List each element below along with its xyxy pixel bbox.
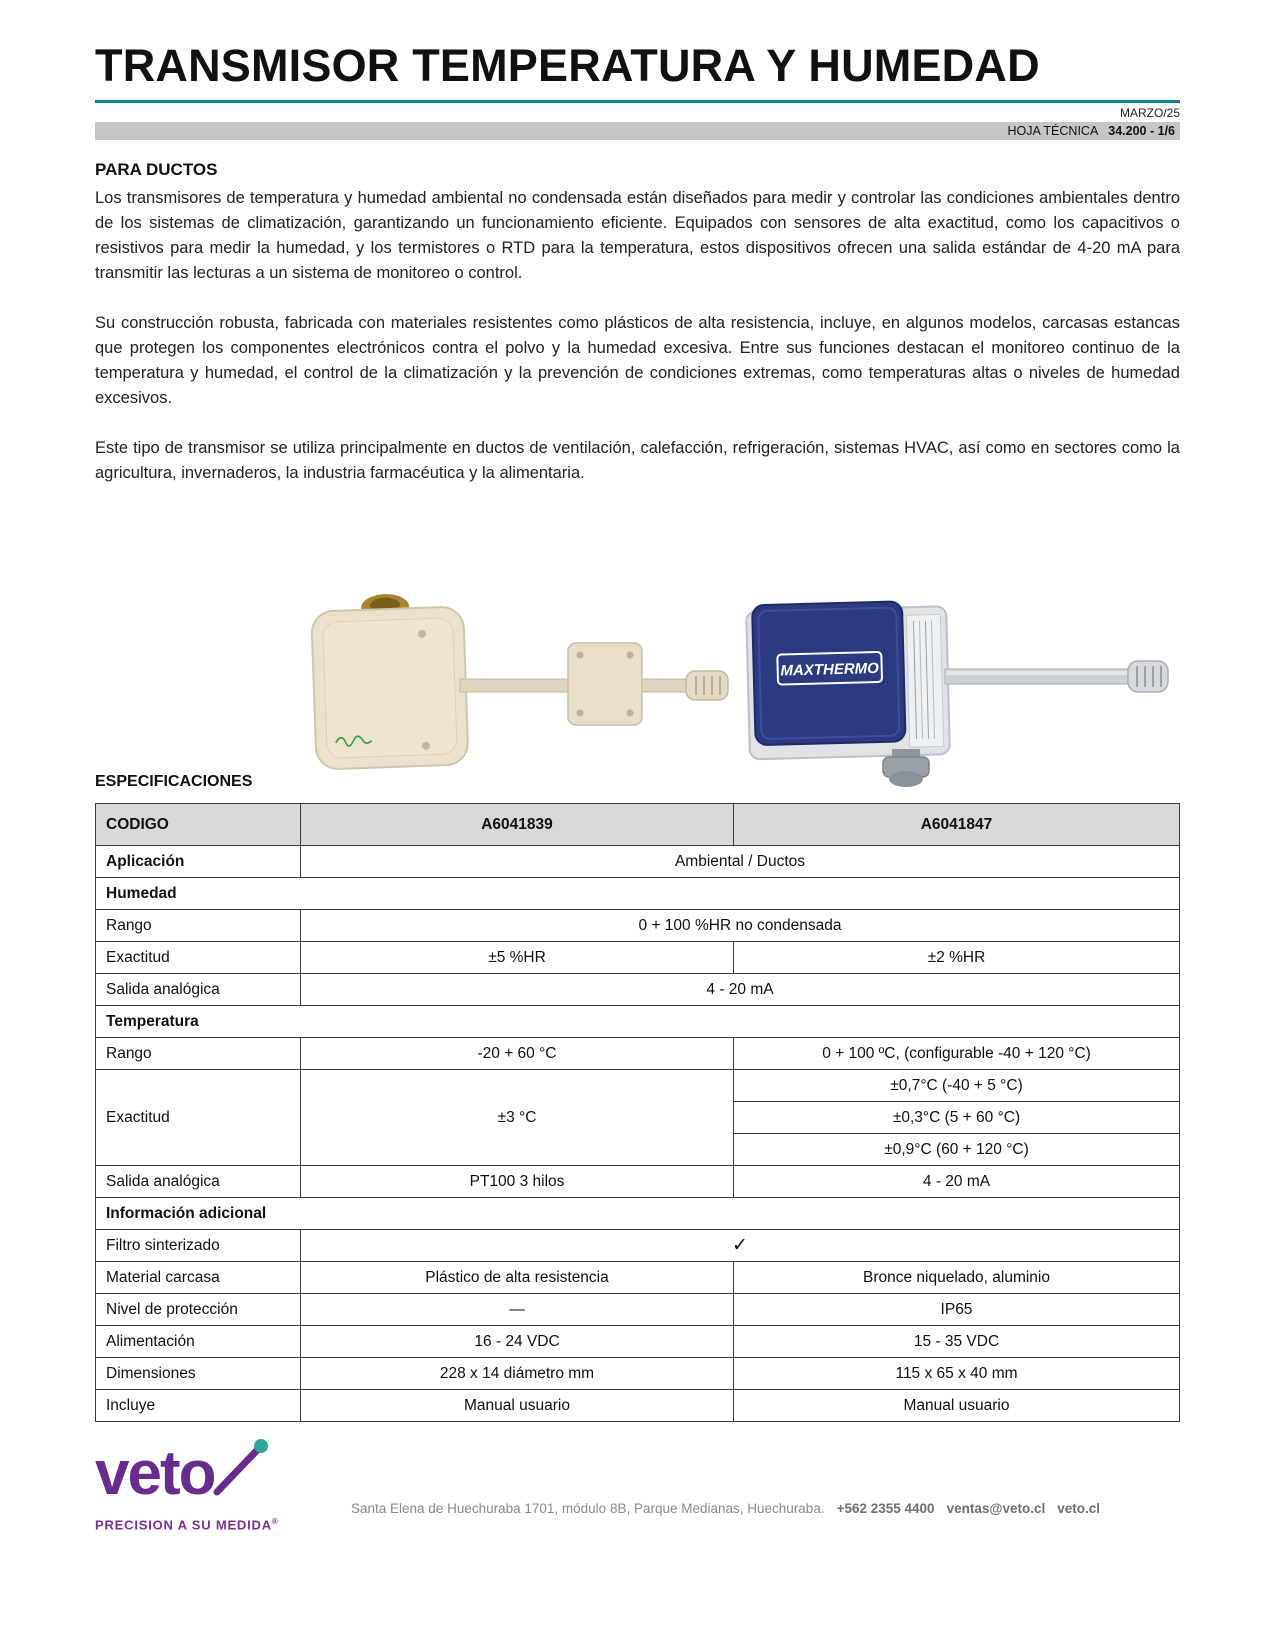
row-nivel-proteccion <box>96 1294 1180 1326</box>
section-row-humedad <box>96 878 1180 910</box>
doc-date: MARZO/25 <box>1119 106 1180 120</box>
cell-value-1: Manual usuario <box>301 1390 734 1422</box>
row-temp-exactitud <box>96 1070 1180 1102</box>
veto-logo <box>95 1438 295 1510</box>
cell-value: 4 - 20 mA <box>301 974 1180 1006</box>
intro-paragraph-2: Su construcción robusta, fabricada con materiales resistentes como plásticos de alta resistencia, incluye, en algunos modelos, carcasas estancas que protegen los componentes electrónicos contra el polvo y la humedad excesiva. Entre sus funciones destacan el monitoreo continuo de la temperatura y humedad, el control de la climatización y la prevención de condiciones extremas, como temperaturas altas o niveles de humedad excesivos. <box>95 314 1180 407</box>
doc-number: 34.200 - 1/6 <box>1108 124 1175 138</box>
duct-transmitter-maxthermo-image <box>740 591 1180 796</box>
page-title: TRANSMISOR TEMPERATURA Y HUMEDAD <box>95 40 1040 91</box>
cell-value: 0 + 100 %HR no condensada <box>301 910 1180 942</box>
cell-value-1: ±3 °C <box>301 1070 734 1166</box>
row-material-carcasa <box>96 1262 1180 1294</box>
section-title: Temperatura <box>96 1006 1180 1038</box>
cell-value-2: Manual usuario <box>734 1390 1180 1422</box>
intro-paragraph-3: Este tipo de transmisor se utiliza principalmente en ductos de ventilación, calefacción, refrigeración, sistemas HVAC, así como en sectores como la agricultura, invernaderos, la industria farmacéutica y la alimentaria. <box>95 439 1180 482</box>
footer-phone: +562 2355 4400 <box>836 1501 935 1517</box>
cell-label: Exactitud <box>96 942 301 974</box>
section-title: Humedad <box>96 878 1180 910</box>
cell-value-2b: ±0,3°C (5 + 60 °C) <box>734 1102 1180 1134</box>
spec-table <box>95 803 1180 1422</box>
cell-value-1: -20 + 60 °C <box>301 1038 734 1070</box>
doc-header <box>95 40 1180 140</box>
intro-section <box>95 160 1180 486</box>
cell-label: Dimensiones <box>96 1358 301 1390</box>
sensor-slotted-cap <box>686 671 728 700</box>
row-temp-salida <box>96 1166 1180 1198</box>
footer-email-link[interactable]: ventas@veto.cl <box>946 1501 1046 1517</box>
row-incluye <box>96 1390 1180 1422</box>
cell-value: Ambiental / Ductos <box>301 846 1180 878</box>
row-alimentacion <box>96 1326 1180 1358</box>
title-rule <box>95 100 1180 103</box>
veto-logo-text: veto <box>95 1439 215 1508</box>
cell-label: Exactitud <box>96 1070 301 1166</box>
col-header-codigo: CODIGO <box>96 804 301 846</box>
checkmark-icon: ✓ <box>301 1230 1180 1262</box>
cell-value-1: ±5 %HR <box>301 942 734 974</box>
cell-value-2: IP65 <box>734 1294 1180 1326</box>
doc-ref-bar <box>95 122 1180 140</box>
specs-heading: ESPECIFICACIONES <box>95 773 253 790</box>
cell-label: Nivel de protección <box>96 1294 301 1326</box>
doc-type-label: HOJA TÉCNICA <box>1007 124 1099 138</box>
cell-value-1: PT100 3 hilos <box>301 1166 734 1198</box>
cell-value-1: Plástico de alta resistencia <box>301 1262 734 1294</box>
section-title: Información adicional <box>96 1198 1180 1230</box>
pipette-icon <box>217 1444 263 1492</box>
row-humedad-salida <box>96 974 1180 1006</box>
cell-value-1: 16 - 24 VDC <box>301 1326 734 1358</box>
cell-label: Filtro sinterizado <box>96 1230 301 1262</box>
col-header-model-a6041847: A6041847 <box>734 804 1180 846</box>
cell-label: Material carcasa <box>96 1262 301 1294</box>
row-humedad-exactitud <box>96 942 1180 974</box>
cell-value-2c: ±0,9°C (60 + 120 °C) <box>734 1134 1180 1166</box>
cell-value-2: 4 - 20 mA <box>734 1166 1180 1198</box>
footer-address: Santa Elena de Huechuraba 1701, módulo 8B, Parque Medianas, Huechuraba. <box>351 1501 825 1517</box>
row-humedad-rango <box>96 910 1180 942</box>
product-images <box>95 581 1180 801</box>
veto-logo-block <box>95 1438 327 1532</box>
cell-label: Rango <box>96 1038 301 1070</box>
row-filtro-sinterizado <box>96 1230 1180 1262</box>
row-dimensiones <box>96 1358 1180 1390</box>
cell-value-1: 228 x 14 diámetro mm <box>301 1358 734 1390</box>
brand-logo-text: MAXTHERMO <box>780 659 880 680</box>
duct-transmitter-beige-image <box>300 581 740 801</box>
cell-value-2: 115 x 65 x 40 mm <box>734 1358 1180 1390</box>
section-row-info-adicional <box>96 1198 1180 1230</box>
intro-heading: PARA DUCTOS <box>95 160 218 179</box>
cell-value-2: 15 - 35 VDC <box>734 1326 1180 1358</box>
brand-tagline: PRECISION A SU MEDIDA® <box>95 1517 279 1533</box>
row-temp-rango <box>96 1038 1180 1070</box>
cell-label: Salida analógica <box>96 1166 301 1198</box>
cell-value-1: — <box>301 1294 734 1326</box>
pipette-drop-icon <box>254 1439 268 1453</box>
footer-contact-line <box>351 1501 1100 1532</box>
cell-label: Alimentación <box>96 1326 301 1358</box>
cell-label: Incluye <box>96 1390 301 1422</box>
section-row-temperatura <box>96 1006 1180 1038</box>
intro-paragraph-1: Los transmisores de temperatura y humedad ambiental no condensada están diseñados para medir y controlar las condiciones ambientales dentro de los sistemas de climatización, garantizando un funcionamiento eficiente. Equipados con sensores de alta exactitud, como los capacitivos o resistivos para medir la humedad, y los termistores o RTD para la temperatura, estos dispositivos ofrecen una salida estándar de 4-20 mA para transmitir las lecturas a un sistema de monitoreo o control. <box>95 189 1180 282</box>
cell-value-2: 0 + 100 ºC, (configurable -40 + 120 °C) <box>734 1038 1180 1070</box>
col-header-model-a6041839: A6041839 <box>301 804 734 846</box>
doc-footer <box>95 1438 1180 1532</box>
cell-label: Aplicación <box>96 846 301 878</box>
row-aplicacion <box>96 846 1180 878</box>
cell-label: Rango <box>96 910 301 942</box>
registered-mark: ® <box>271 1517 279 1526</box>
cell-label: Salida analógica <box>96 974 301 1006</box>
table-header-row <box>96 804 1180 846</box>
footer-website-link[interactable]: veto.cl <box>1057 1501 1101 1517</box>
cell-value-2a: ±0,7°C (-40 + 5 °C) <box>734 1070 1180 1102</box>
cell-value-2: Bronce niquelado, aluminio <box>734 1262 1180 1294</box>
spec-label-strip <box>906 614 943 747</box>
cell-value-2: ±2 %HR <box>734 942 1180 974</box>
